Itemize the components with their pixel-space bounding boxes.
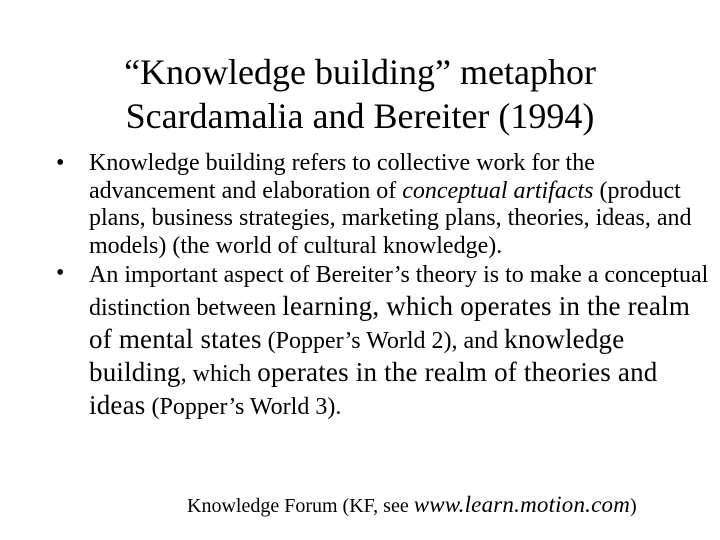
- bullet-text-part: An important aspect of Bereiter’s theory is to make a conceptual distinction between: [89, 262, 709, 321]
- footer-suffix: ): [630, 495, 637, 517]
- bullet-text-part: (Popper’s World 3).: [145, 394, 342, 420]
- bullet-item-knowledge-building: [52, 150, 712, 260]
- footer-reference: [187, 490, 720, 521]
- bullet-text-emphasis: operates in the realm of theories and ideas: [89, 357, 658, 420]
- footer-prefix: Knowledge Forum (KF, see: [187, 495, 414, 517]
- bullet-text-emphasis: knowledge building: [89, 324, 625, 387]
- bullet-text-italic: conceptual artifacts: [402, 177, 594, 204]
- bullet-text-emphasis: learning, which operates in the realm of mental states: [89, 291, 691, 354]
- title-line-2: Scardamalia and Bereiter (1994): [125, 96, 595, 136]
- slide-title: [0, 50, 720, 138]
- bullet-point-icon: •: [56, 150, 65, 176]
- bullet-item-bereiter-theory: [52, 260, 712, 423]
- bullet-text-part: Knowledge building refers to collective work for the advancement and elaboration of: [89, 150, 595, 204]
- bullet-point-icon: •: [56, 260, 65, 286]
- bullet-text-part: , which: [180, 361, 258, 387]
- bullet-text: [89, 262, 708, 420]
- bullet-text-part: (Popper’s World 2), and: [261, 328, 505, 354]
- bullet-text-part: (product plans, business strategies, marketing plans, theories, ideas, and models) (the world of cultural knowledge).: [89, 177, 692, 259]
- bullet-list: [52, 150, 712, 423]
- bullet-text: [89, 150, 692, 259]
- title-line-1: “Knowledge building” metaphor: [124, 52, 596, 92]
- footer-url-link[interactable]: www.learn.motion.com: [413, 492, 631, 517]
